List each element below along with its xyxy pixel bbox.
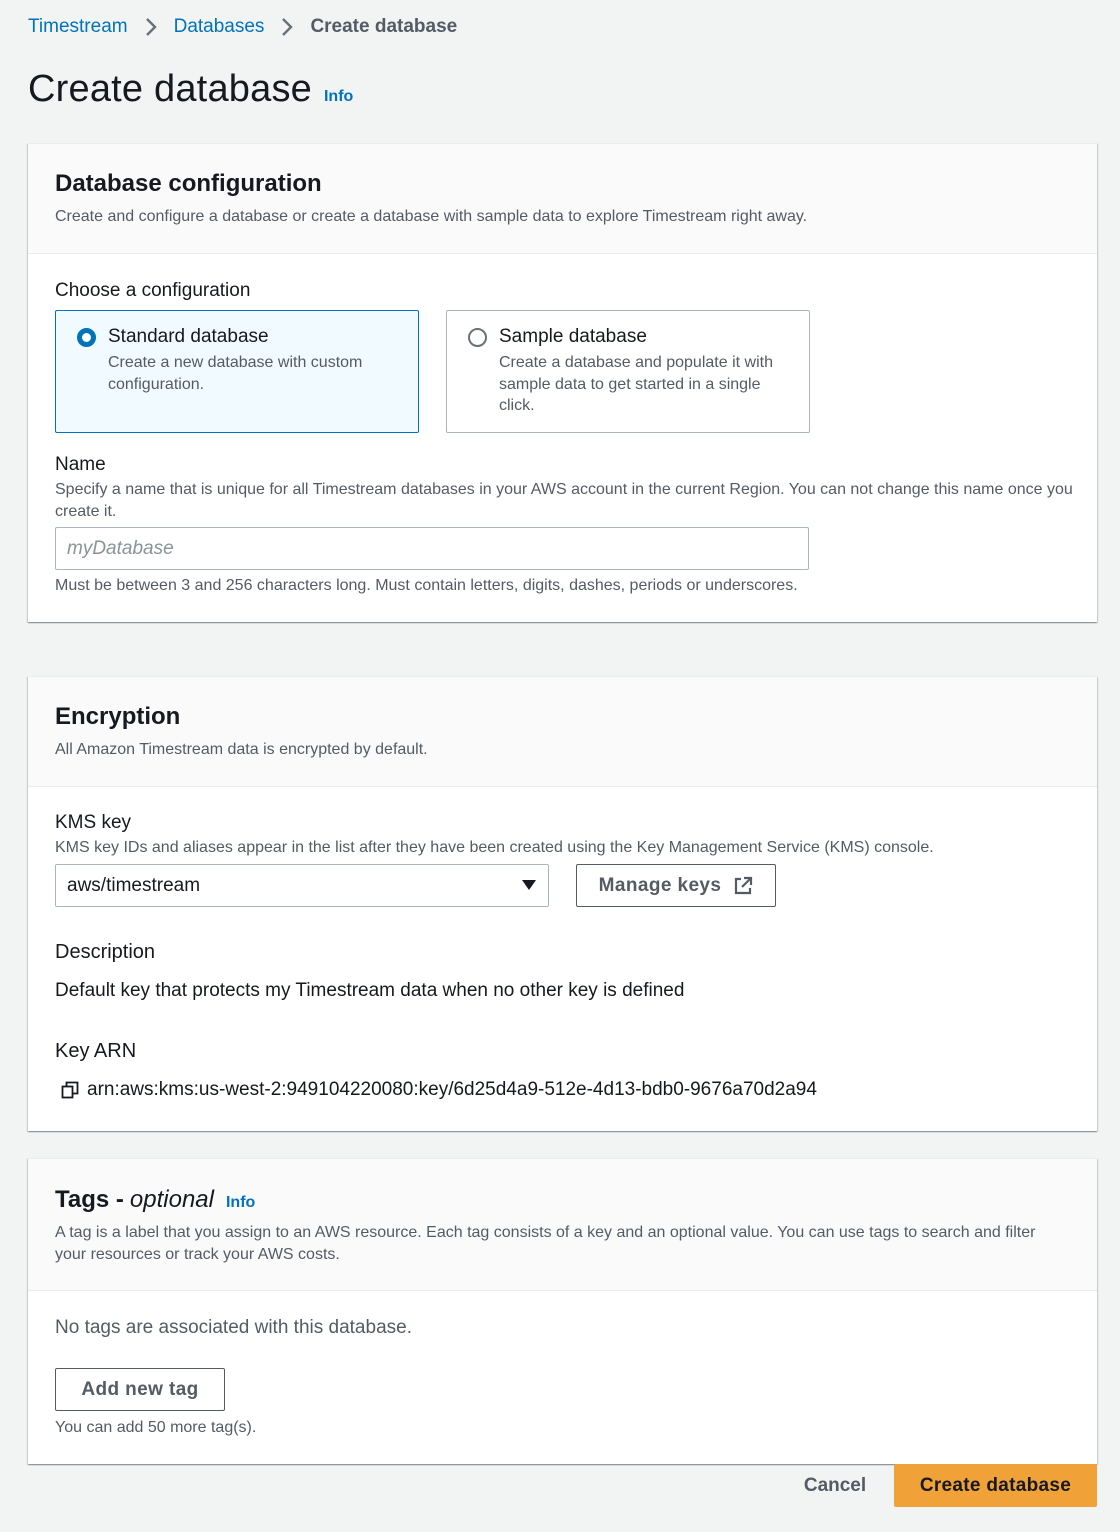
panel-title: Encryption <box>55 703 181 730</box>
panel-body <box>28 787 1097 1131</box>
breadcrumb-timestream[interactable]: Timestream <box>28 16 128 37</box>
encryption-panel <box>28 676 1097 1131</box>
key-arn-row <box>61 1079 817 1101</box>
kms-key-selected-value: aws/timestream <box>67 874 201 896</box>
page-title: Create database <box>28 68 312 110</box>
add-new-tag-button[interactable]: Add new tag <box>55 1368 225 1411</box>
standard-database-tile[interactable] <box>55 310 419 433</box>
chevron-right-icon <box>140 16 162 38</box>
name-constraint: Must be between 3 and 256 characters long. Must contain letters, digits, dashes, periods or underscores. <box>55 577 798 594</box>
no-tags-text: No tags are associated with this database. <box>55 1317 412 1338</box>
sample-database-radio[interactable] <box>468 328 487 347</box>
kms-key-select[interactable] <box>55 864 549 907</box>
create-database-button[interactable]: Create database <box>894 1464 1097 1507</box>
chevron-right-icon <box>276 16 298 38</box>
tags-limit-text: You can add 50 more tag(s). <box>55 1419 257 1436</box>
panel-title: Database configuration <box>55 170 322 197</box>
panel-header <box>28 1159 1097 1291</box>
sample-database-tile[interactable] <box>446 310 810 433</box>
panel-description: A tag is a label that you assign to an AWS resource. Each tag consists of a key and an optional value. You can use tags to search and filter your resources or track your AWS costs. <box>55 1224 1036 1263</box>
copy-icon[interactable] <box>61 1081 79 1099</box>
tile-title: Standard database <box>108 326 269 347</box>
tile-title: Sample database <box>499 326 647 347</box>
breadcrumb <box>28 14 457 40</box>
panel-body <box>28 254 1097 622</box>
choose-configuration-label: Choose a configuration <box>55 280 251 301</box>
description-value: Default key that protects my Timestream data when no other key is defined <box>55 980 685 1001</box>
name-label: Name <box>55 454 106 475</box>
manage-keys-button[interactable] <box>576 864 776 907</box>
panel-title <box>55 1186 1070 1214</box>
panel-header <box>28 677 1097 787</box>
standard-database-radio[interactable] <box>77 328 96 347</box>
name-input[interactable] <box>55 527 809 570</box>
panel-header <box>28 144 1097 254</box>
page-info-link[interactable]: Info <box>323 88 354 105</box>
tags-panel <box>28 1158 1097 1464</box>
database-configuration-panel <box>28 143 1097 622</box>
breadcrumb-current: Create database <box>310 16 458 37</box>
tile-description: Create a database and populate it with sample data to get started in a single click. <box>499 354 773 414</box>
manage-keys-label: Manage keys <box>598 874 722 896</box>
name-input-placeholder: myDatabase <box>67 537 174 559</box>
tags-title: Tags - <box>55 1186 124 1213</box>
tile-description: Create a new database with custom configuration. <box>108 354 363 393</box>
page-header <box>28 68 353 111</box>
tags-title-optional: optional <box>129 1186 214 1213</box>
panel-body <box>28 1291 1097 1464</box>
key-arn-label: Key ARN <box>55 1040 137 1062</box>
key-arn-value: arn:aws:kms:us-west-2:949104220080:key/6d25d4a9-512e-4d13-bdb0-9676a70d2a94 <box>87 1079 817 1100</box>
name-description: Specify a name that is unique for all Timestream databases in your AWS account in the current Region. You can not change this name once you create it. <box>55 481 1073 520</box>
panel-description: Create and configure a database or create a database with sample data to explore Timestream right away. <box>55 208 808 225</box>
kms-key-description: KMS key IDs and aliases appear in the list after they have been created using the Key Management Service (KMS) console. <box>55 839 934 856</box>
tags-info-link[interactable]: Info <box>225 1194 256 1211</box>
kms-key-label: KMS key <box>55 812 132 833</box>
panel-description: All Amazon Timestream data is encrypted by default. <box>55 741 428 758</box>
caret-down-icon <box>521 875 537 897</box>
description-label: Description <box>55 941 156 963</box>
external-link-icon <box>733 876 753 896</box>
breadcrumb-databases[interactable]: Databases <box>173 16 265 37</box>
cancel-button[interactable]: Cancel <box>803 1474 867 1496</box>
